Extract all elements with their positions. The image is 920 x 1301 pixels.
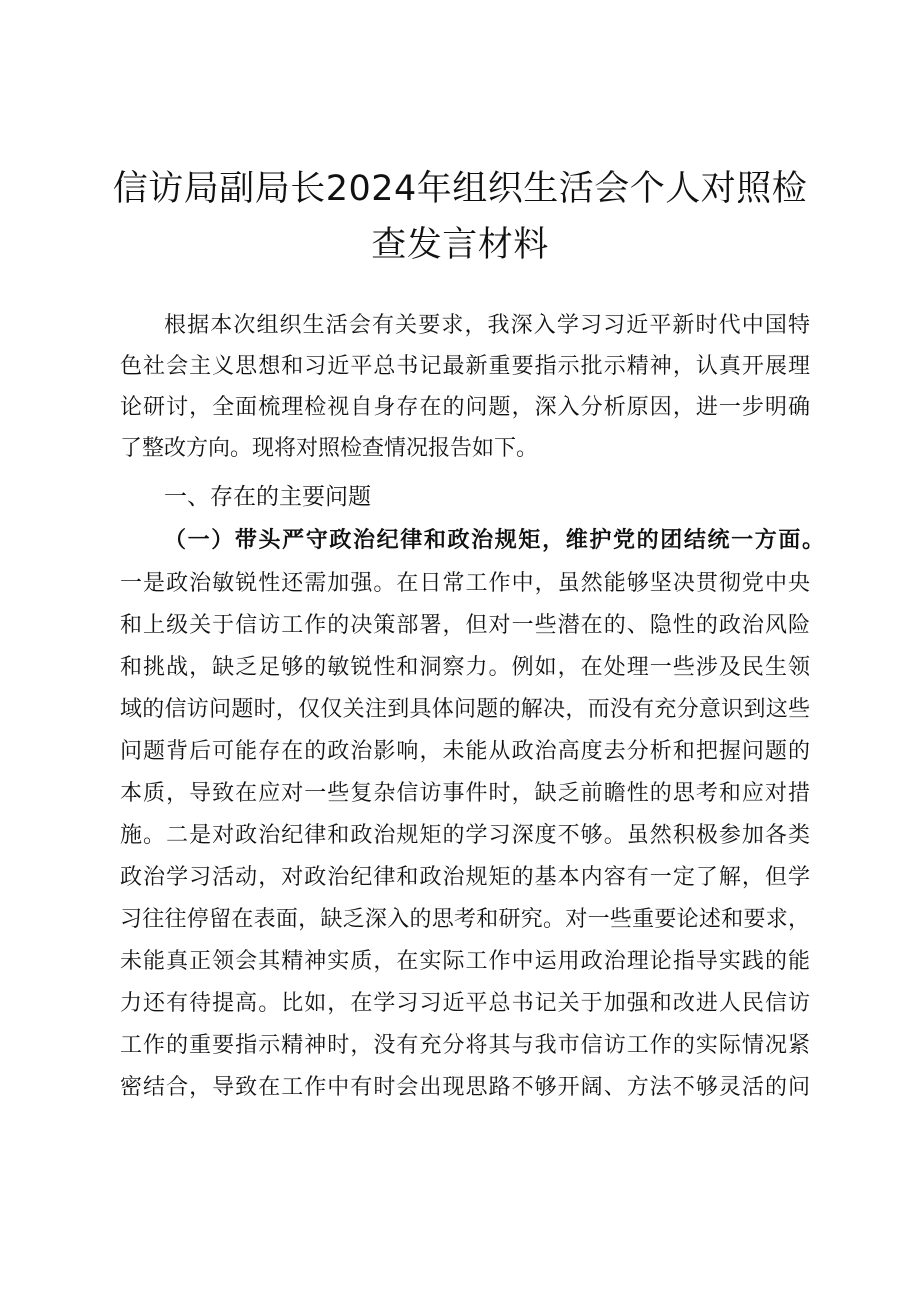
intro-line: 色社会主义思想和习近平总书记最新重要指示批示精神，认真开展理	[120, 354, 810, 379]
intro-line: 论研讨，全面梳理检视自身存在的问题，深入分析原因，进一步明确	[120, 395, 810, 420]
subsection-heading: （一）带头严守政治纪律和政治规矩，维护党的团结统一方面。	[164, 527, 824, 553]
body-line: 工作的重要指示精神时，没有充分将其与我市信访工作的实际情况紧	[120, 1033, 810, 1058]
body-line: 和上级关于信访工作的决策部署，但对一些潜在的、隐性的政治风险	[120, 613, 810, 638]
section-heading: 一、存在的主要问题	[164, 484, 371, 510]
body-line: 政治学习活动，对政治纪律和政治规矩的基本内容有一定了解，但学	[120, 865, 810, 890]
body-line: 本质，导致在应对一些复杂信访事件时，缺乏前瞻性的思考和应对措	[120, 781, 810, 806]
body-line: 未能真正领会其精神实质，在实际工作中运用政治理论指导实践的能	[120, 949, 810, 974]
intro-line: 根据本次组织生活会有关要求，我深入学习习近平新时代中国特	[164, 313, 810, 338]
document-title-line-2: 查发言材料	[371, 225, 549, 265]
intro-line: 了整改方向。现将对照检查情况报告如下。	[120, 436, 539, 461]
body-line: 习往往停留在表面，缺乏深入的思考和研究。对一些重要论述和要求，	[120, 907, 810, 932]
body-line: 域的信访问题时，仅仅关注到具体问题的解决，而没有充分意识到这些	[120, 697, 810, 722]
body-line: 施。二是对政治纪律和政治规矩的学习深度不够。虽然积极参加各类	[120, 823, 810, 848]
body-line: 问题背后可能存在的政治影响，未能从政治高度去分析和把握问题的	[120, 739, 810, 764]
body-line: 密结合，导致在工作中有时会出现思路不够开阔、方法不够灵活的问	[120, 1075, 810, 1100]
body-line: 和挑战，缺乏足够的敏锐性和洞察力。例如，在处理一些涉及民生领	[120, 655, 810, 680]
document-title-line-1: 信访局副局长2024年组织生活会个人对照检	[112, 169, 808, 209]
body-line: 力还有待提高。比如，在学习习近平总书记关于加强和改进人民信访	[120, 991, 810, 1016]
body-line: 一是政治敏锐性还需加强。在日常工作中，虽然能够坚决贯彻党中央	[120, 571, 810, 596]
